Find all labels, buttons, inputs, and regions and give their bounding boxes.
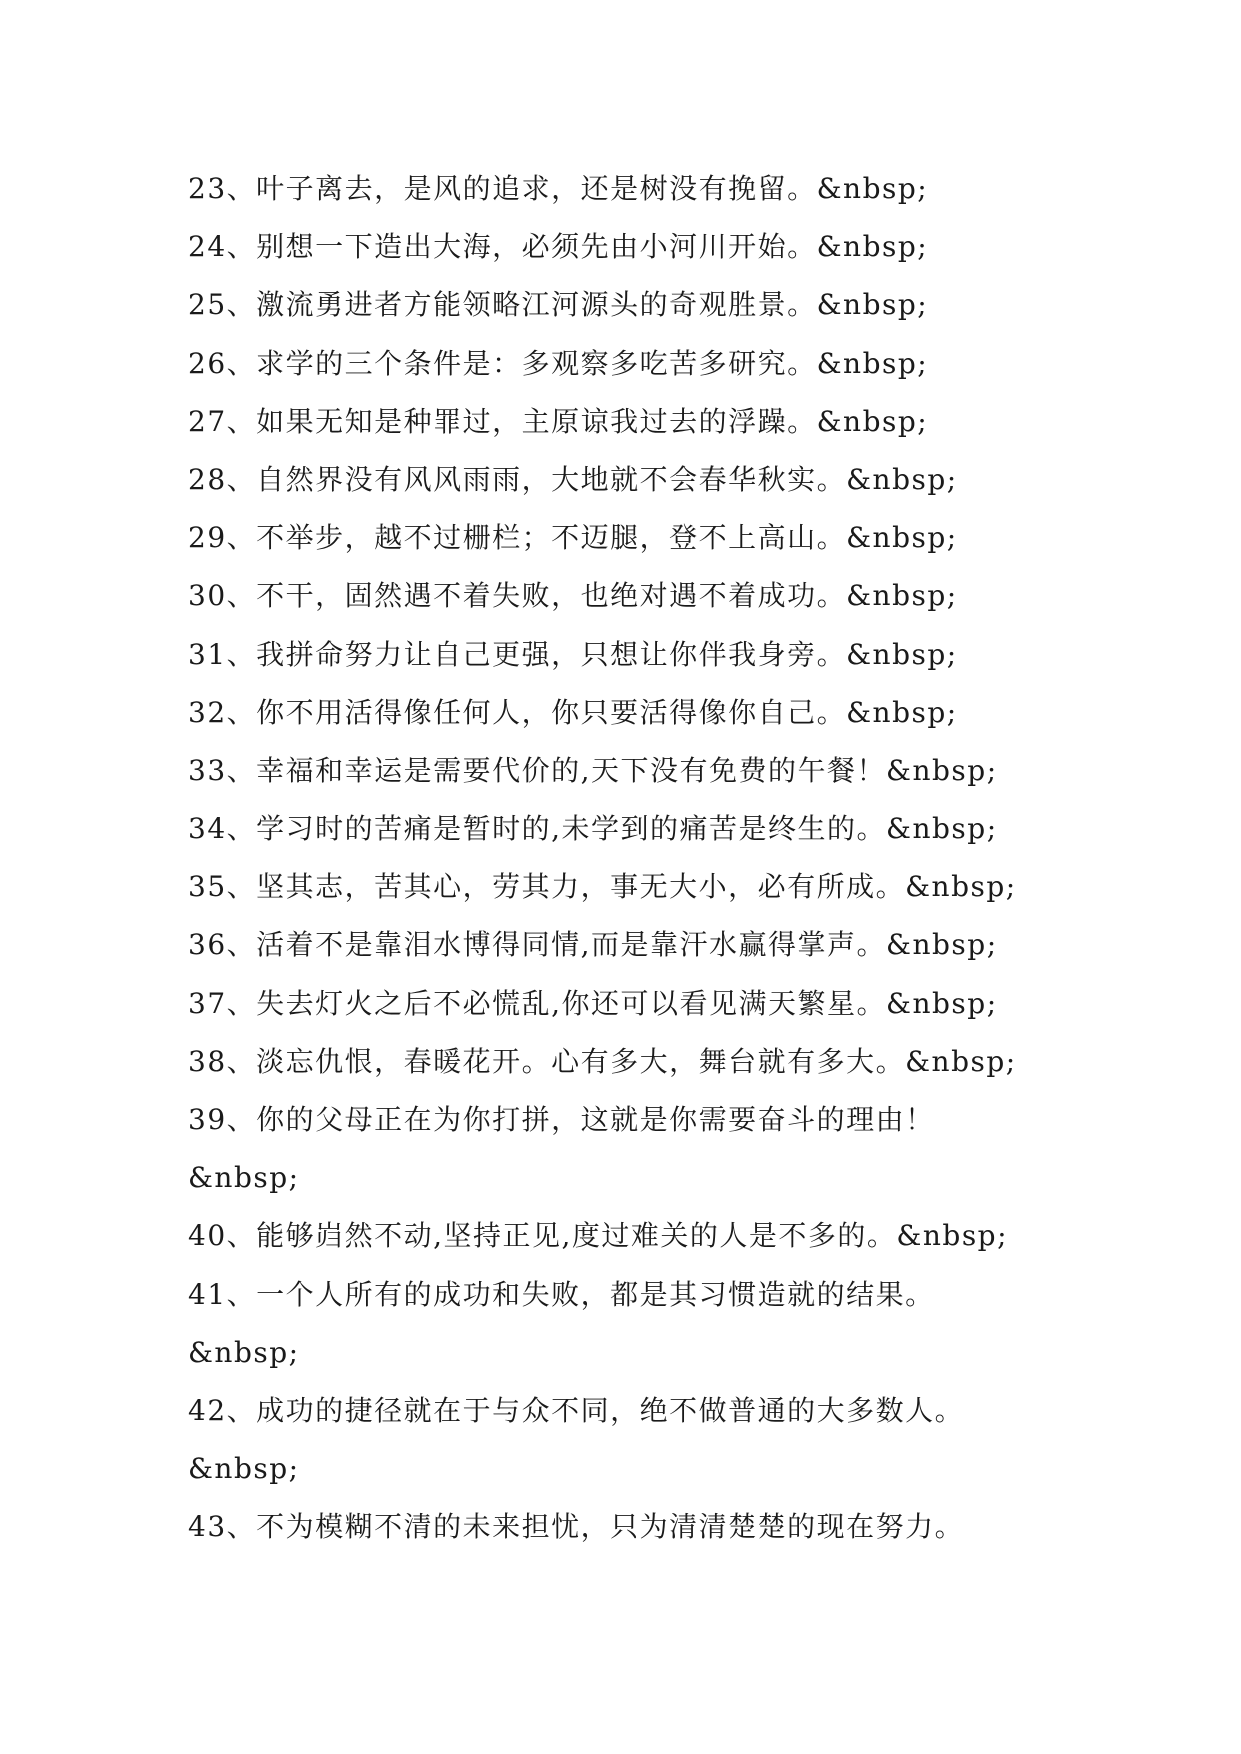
quote-line-33: 33、幸福和幸运是需要代价的,天下没有免费的午餐！&nbsp; — [188, 753, 998, 787]
quote-line-40: 40、能够岿然不动,坚持正见,度过难关的人是不多的。&nbsp; — [188, 1219, 1009, 1253]
quote-line-27: 27、如果无知是种罪过，主原谅我过去的浮躁。&nbsp; — [188, 404, 929, 438]
quote-line-30: 30、不干，固然遇不着失败，也绝对遇不着成功。&nbsp; — [188, 579, 958, 613]
quote-line-43: 43、不为模糊不清的未来担忧，只为清清楚楚的现在努力。 — [188, 1510, 965, 1544]
quote-line-42-continuation: &nbsp; — [188, 1452, 300, 1486]
quote-line-26: 26、求学的三个条件是：多观察多吃苦多研究。&nbsp; — [188, 346, 929, 380]
quote-line-29: 29、不举步，越不过栅栏；不迈腿，登不上高山。&nbsp; — [188, 521, 958, 555]
quote-line-34: 34、学习时的苦痛是暂时的,未学到的痛苦是终生的。&nbsp; — [188, 812, 998, 846]
quote-line-41: 41、一个人所有的成功和失败，都是其习惯造就的结果。 — [188, 1277, 935, 1311]
quote-list — [188, 160, 1088, 1557]
quote-line-35: 35、坚其志，苦其心，劳其力，事无大小，必有所成。&nbsp; — [188, 870, 1017, 904]
quote-line-39: 39、你的父母正在为你打拼，这就是你需要奋斗的理由！ — [188, 1103, 935, 1136]
quote-line-39-continuation: &nbsp; — [188, 1161, 300, 1195]
quote-line-41-continuation: &nbsp; — [188, 1335, 300, 1369]
quote-line-23: 23、叶子离去，是风的追求，还是树没有挽留。&nbsp; — [188, 172, 929, 205]
quote-line-25: 25、激流勇进者方能领略江河源头的奇观胜景。&nbsp; — [188, 288, 929, 322]
quote-line-28: 28、自然界没有风风雨雨，大地就不会春华秋实。&nbsp; — [188, 462, 958, 496]
quote-line-37: 37、失去灯火之后不必慌乱,你还可以看见满天繁星。&nbsp; — [188, 986, 998, 1020]
quote-line-38: 38、淡忘仇恨，春暖花开。心有多大，舞台就有多大。&nbsp; — [188, 1044, 1017, 1078]
quote-line-31: 31、我拼命努力让自己更强，只想让你伴我身旁。&nbsp; — [188, 637, 958, 671]
quote-line-42: 42、成功的捷径就在于与众不同，绝不做普通的大多数人。 — [188, 1393, 965, 1427]
quote-line-24: 24、别想一下造出大海，必须先由小河川开始。&nbsp; — [188, 230, 929, 264]
quote-line-36: 36、活着不是靠泪水博得同情,而是靠汗水赢得掌声。&nbsp; — [188, 928, 998, 962]
quote-line-32: 32、你不用活得像任何人，你只要活得像你自己。&nbsp; — [188, 695, 958, 729]
